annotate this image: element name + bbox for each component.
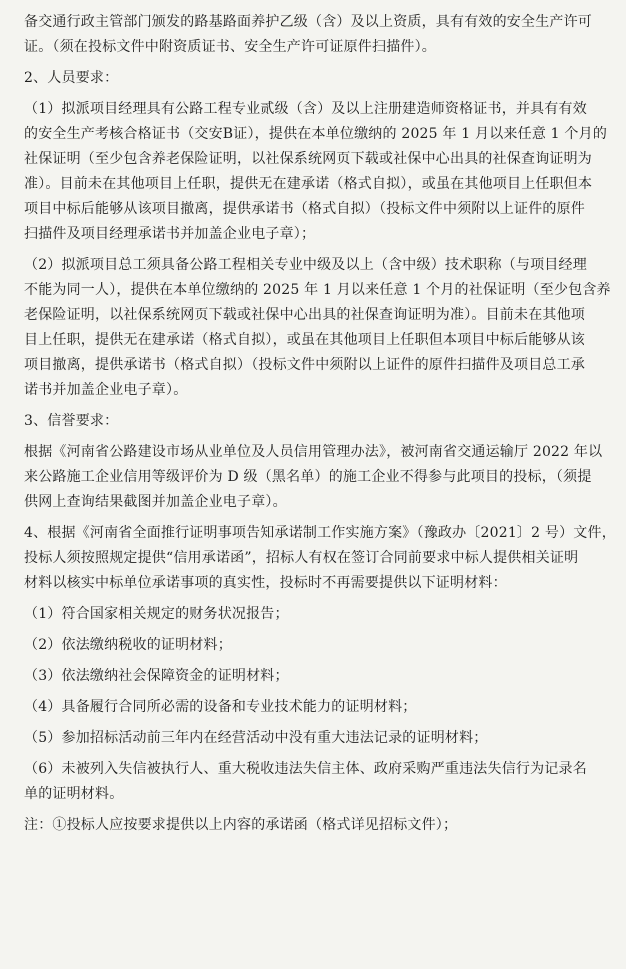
text-line: 老保险证明，以社保系统网页下载或社保中心出具的社保查询证明为准）。目前未在其他项: [24, 307, 585, 323]
text-line: 的安全生产考核合格证书（交安B证），提供在本单位缴纳的 2025 年 1 月以来任意 1 个月的: [24, 126, 608, 142]
text-line: 单的证明材料。: [24, 786, 124, 802]
list-item: （3）依法缴纳社会保障资金的证明材料；: [24, 668, 289, 684]
list-item: （5）参加招标活动前三年内在经营活动中没有重大违法记录的证明材料；: [24, 730, 488, 746]
text-line: 根据《河南省公路建设市场从业单位及人员信用管理办法》，被河南省交通运输厅 2022 年以: [24, 444, 603, 460]
text-line: 供网上查询结果截图并加盖企业电子章）。: [24, 494, 287, 510]
text-line: 项目中标后能够从该项目撤离，提供承诺书（格式自拟）（投标文件中须附以上证件的原件: [24, 201, 585, 217]
list-item: （2）依法缴纳税收的证明材料；: [24, 637, 232, 653]
section-heading-personnel: 2、人员要求：: [24, 70, 119, 86]
text-line: 社保证明（至少包含养老保险证明，以社保系统网页下载或社保中心出具的社保查询证明为: [24, 151, 592, 167]
text-line: 4、根据《河南省全面推行证明事项告知承诺制工作实施方案》（豫政办〔2021〕2 号）文件，: [24, 525, 616, 541]
text-line: 扫描件及项目经理承诺书并加盖企业电子章）；: [24, 226, 316, 242]
text-line: 备交通行政主管部门颁发的路基路面养护乙级（含）及以上资质，具有有效的安全生产许可: [24, 14, 592, 30]
text-line: 材料以核实中标单位承诺事项的真实性，投标时不再需要提供以下证明材料：: [24, 575, 507, 591]
text-line: 诺书并加盖企业电子章）。: [24, 382, 188, 398]
text-line: （2）拟派项目总工须具备公路工程相关专业中级及以上（含中级）技术职称（与项目经理: [24, 257, 587, 273]
text-line: 证。（须在投标文件中附资质证书、安全生产许可证原件扫描件）。: [24, 39, 436, 55]
list-item: （4）具备履行合同所必需的设备和专业技术能力的证明材料；: [24, 699, 417, 715]
text-line: 不能为同一人），提供在本单位缴纳的 2025 年 1 月以来任意 1 个月的社保证明（至少包含养: [24, 282, 611, 298]
text-line: 准）。目前未在其他项目上任职，提供无在建承诺（格式自拟），或虽在其他项目上任职但本: [24, 176, 593, 192]
text-line: 目上任职，提供无在建承诺（格式自拟），或虽在其他项目上任职但本项目中标后能够从该: [24, 332, 585, 348]
text-line: （1）拟派项目经理具有公路工程专业贰级（含）及以上注册建造师资格证书，并具有有效: [24, 101, 587, 117]
text-line: 项目撤离，提供承诺书（格式自拟）（投标文件中须附以上证件的原件扫描件及项目总工承: [24, 357, 585, 373]
list-item: （1）符合国家相关规定的财务状况报告；: [24, 606, 289, 622]
text-line: 来公路施工企业信用等级评价为 D 级（黑名单）的施工企业不得参与此项目的投标，（须提: [24, 469, 592, 485]
list-item: （6）未被列入失信被执行人、重大税收违法失信主体、政府采购严重违法失信行为记录名: [24, 761, 587, 777]
section-heading-credit: 3、信誉要求：: [24, 413, 119, 429]
note-line: 注：①投标人应按要求提供以上内容的承诺函（格式详见招标文件）；: [24, 817, 458, 833]
text-line: 投标人须按照规定提供“信用承诺函”，招标人有权在签订合同前要求中标人提供相关证明: [24, 550, 579, 566]
